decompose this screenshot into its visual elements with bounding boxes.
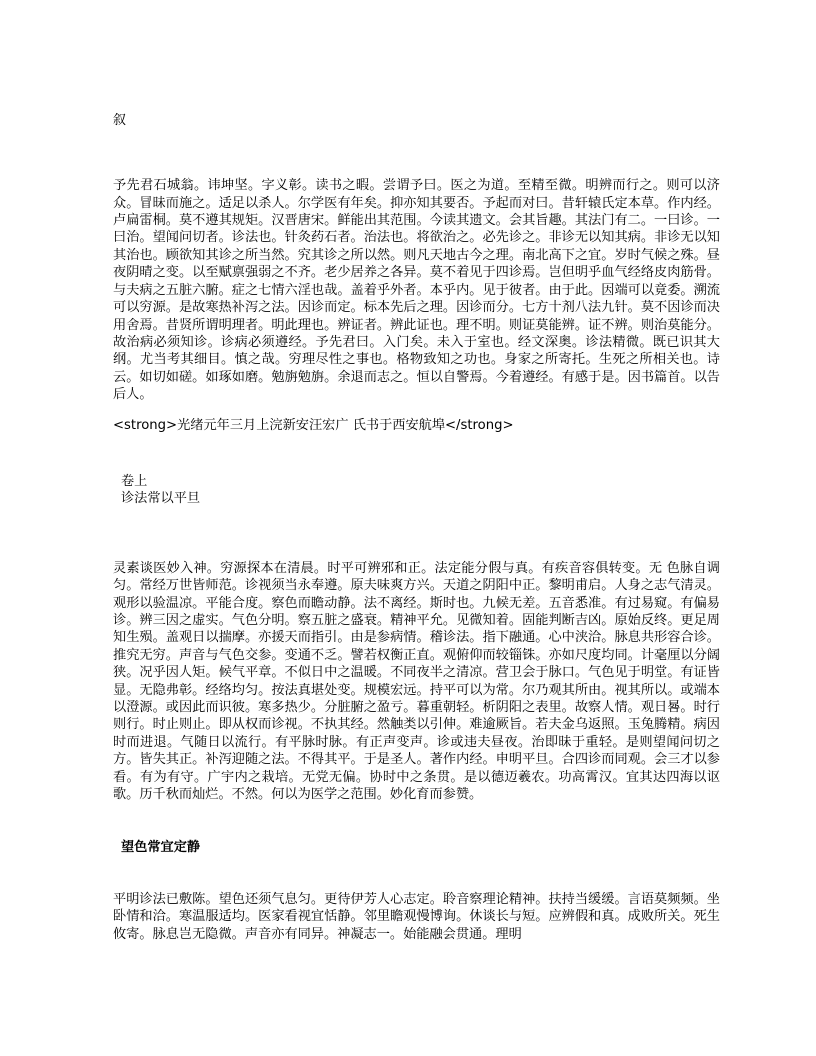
preface-signature-line: <strong>光绪元年三月上浣新安汪宏广 氏书于西安航埠</strong> <box>113 417 514 433</box>
volume-chapter-heading-block <box>113 473 720 508</box>
section2-body-paragraph: 平明诊法已敷陈。望色还须气息匀。更待伊芳人心志定。聆音察理论精神。扶持当缓缓。言语莫频频。坐卧情和洽。寒温服适均。医家看视宜恬静。邻里瞻观慢博询。休谈长与短。应辨假和真。成败所关。死生攸寄。脉息岂无隐微。声音亦有同异。神凝志一。始能融会贯通。理明 <box>113 891 720 942</box>
section-heading-wangse: 望色常宜定静 <box>121 840 201 856</box>
preface-body-paragraph: 予先君石城翁。讳坤坚。字义彰。读书之暇。尝谓予曰。医之为道。至精至微。明辨而行之。则可以济众。冒昧而施之。适足以杀人。尔学医有年矣。抑亦知其要否。予起而对曰。昔轩辕氏定本草。作内经。卢扁雷桐。莫不遵其规矩。汉晋唐宋。鲜能出其范围。今读其遗文。会其旨趣。其法门有二。一曰诊。一曰治。望闻问切者。诊法也。针灸药石者。治法也。将欲治之。必先诊之。非诊无以知其病。非诊无以知其治也。顾欲知其诊之所当然。究其诊之所以然。则凡天地古今之理。南北高下之宜。岁时气候之殊。昼夜阴晴之变。以至赋禀强弱之不齐。老少居养之各异。莫不着见于四诊焉。岂但明乎血气经络皮肉筋骨。与夫病之五脏六腑。症之七情六淫也哉。盖着乎外者。本乎内。见于彼者。由于此。因端可以竟委。溯流可以穷源。是故寒热补泻之法。因诊而定。标本先后之理。因诊而分。七方十剂八法九针。莫不因诊而决用舍焉。昔贤所谓明理者。明此理也。辨证者。辨此证也。理不明。则证莫能辨。证不辨。则治莫能分。故治病必须知诊。诊病必须遵经。予先君曰。入门矣。未入于室也。经文深奥。诊法精微。既已识其大纲。尤当考其细目。慎之哉。穷理尽性之事也。格物致知之功也。身家之所寄托。生死之所相关也。诗云。如切如磋。如琢如磨。勉旃勉旃。余退而志之。恒以自警焉。今着遵经。有感于是。因书篇首。以告后人。 <box>113 178 720 403</box>
document-title: 叙 <box>113 113 127 128</box>
volume-heading: 卷上 <box>121 473 148 489</box>
chapter-heading: 诊法常以平旦 <box>121 491 201 507</box>
spacer-before-chapter-body <box>113 520 720 560</box>
spacer-after-signature <box>113 447 720 473</box>
chapter-body-paragraph: 灵素谈医妙入神。穷源探本在清晨。时平可辨邪和正。法定能分假与真。有疾音容俱转变。无 色脉自调匀。常经万世皆师范。诊视须当永奉遵。原夫味爽方兴。天道之阴阳中正。黎明甫启。人身之志气清灵。观形以验温凉。平能合度。察色而瞻动静。法不离经。斯时也。九候无差。五音悉准。有过易窥。有偏易诊。辨三因之虚实。气色分明。察五脏之盛衰。精神平允。见微知着。固能判断吉凶。原始反终。更足周知生殒。盖观日以揣摩。亦援天而指引。由是参病情。稽诊法。指下融通。心中浃洽。脉息共形容合诊。推究无穷。声音与气色交参。变通不乏。譬若权衡正直。观俯仰而较锱铢。亦如尺度均同。计毫厘以分阔狭。况乎因人矩。候气平章。不似日中之温暖。不同夜半之清凉。营卫会于脉口。气色见于明堂。有证皆显。无隐弗彰。经络均匀。按法真堪处变。规模宏远。持平可以为常。尔乃观其所由。视其所以。或端本以澄源。或因此而识彼。寒多热少。分脏腑之盈亏。暮重朝轻。析阴阳之表里。故察人情。观日晷。时行则行。时止则止。即从权而诊视。不执其经。然触类以引伸。难逾厥旨。若夫金乌返照。玉兔腾精。病因时而进退。气随日以流行。有平脉时脉。有正声变声。诊或违夫昼夜。治即昧于重轻。是则望闻问切之方。皆失其正。补泻迎随之法。不得其平。于是圣人。著作内经。申明平旦。合四诊而同观。会三才以参看。有为有守。广宇内之栽培。无党无偏。协时中之条贯。是以德迈羲农。功高霄汉。宜其达四海以讴歌。历千秋而灿烂。不然。何以为医学之范围。妙化育而参赞。 <box>113 560 720 803</box>
